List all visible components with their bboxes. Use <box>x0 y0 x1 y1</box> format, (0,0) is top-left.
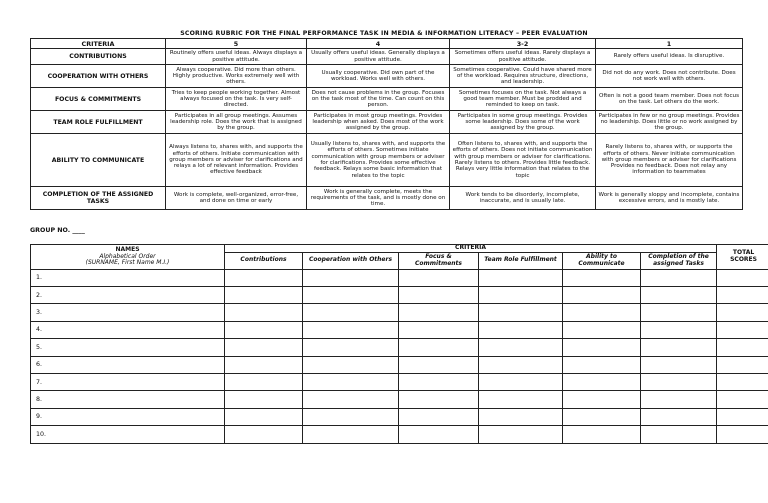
scoring-rubric-table <box>30 38 743 210</box>
peer-score-cell[interactable] <box>479 356 563 373</box>
rubric-criterion: TEAM ROLE FULFILLMENT <box>31 111 166 134</box>
peer-score-cell[interactable] <box>399 339 479 356</box>
group-number-label: GROUP NO. ____ <box>30 227 85 234</box>
rubric-cell: Participates in few or no group meetings. Provides no leadership. Does little or no work assigned by the group. <box>596 111 743 134</box>
peer-score-cell[interactable] <box>225 321 303 338</box>
rubric-row <box>31 111 743 134</box>
peer-score-cell[interactable] <box>303 286 399 303</box>
rubric-header-row <box>31 39 743 49</box>
peer-score-cell[interactable] <box>479 391 563 408</box>
peer-score-cell[interactable] <box>303 408 399 425</box>
peer-header-row-top <box>31 245 768 253</box>
peer-score-cell[interactable] <box>479 304 563 321</box>
peer-row-number[interactable]: 2. <box>31 286 225 303</box>
peer-score-cell[interactable] <box>303 339 399 356</box>
names-header-format: (SURNAME, First Name M.I.) <box>85 259 170 267</box>
peer-row <box>31 304 768 321</box>
rubric-cell: Work tends to be disorderly, incomplete, inaccurate, and is usually late. <box>450 187 596 210</box>
criteria-header: CRITERIA <box>225 245 717 253</box>
rubric-cell: Routinely offers useful ideas. Always displays a positive attitude. <box>166 49 307 65</box>
rubric-cell: Usually offers useful ideas. Generally displays a positive attitude. <box>307 49 450 65</box>
rubric-row <box>31 65 743 88</box>
peer-score-cell[interactable] <box>563 356 641 373</box>
peer-score-cell[interactable] <box>641 269 717 286</box>
rubric-cell: Always listens to, shares with, and supports the efforts of others. Initiate communication with group members or adviser for clarifications and relays a lot of relevant information. Provides effective feedback <box>166 134 307 187</box>
peer-score-cell[interactable] <box>225 356 303 373</box>
names-header-title: NAMES <box>115 245 140 253</box>
peer-score-cell[interactable] <box>563 321 641 338</box>
peer-score-cell[interactable] <box>225 373 303 390</box>
peer-score-cell[interactable] <box>303 426 399 443</box>
rubric-cell: Participates in some group meetings. Provides some leadership. Does some of the work assigned by the group. <box>450 111 596 134</box>
rubric-cell: Often listens to, shares with, and supports the efforts of others. Does not initiate communication with group members or adviser for clarifications. Rarely listens to others. Provides little feedback. Relays very little information that relates to the topic <box>450 134 596 187</box>
peer-score-cell[interactable] <box>641 408 717 425</box>
names-header <box>31 245 225 270</box>
rubric-cell: Work is generally sloppy and incomplete, contains excessive errors, and is mostly late. <box>596 187 743 210</box>
rubric-cell: Work is complete, well-organized, error-free, and done on time or early <box>166 187 307 210</box>
peer-total-cell[interactable] <box>717 426 768 443</box>
peer-row-number[interactable]: 3. <box>31 304 225 321</box>
peer-row-number[interactable]: 5. <box>31 339 225 356</box>
peer-row-number[interactable]: 4. <box>31 321 225 338</box>
rubric-criterion: COMPLETION OF THE ASSIGNED TASKS <box>31 187 166 210</box>
peer-score-cell[interactable] <box>303 373 399 390</box>
peer-row-number[interactable]: 8. <box>31 391 225 408</box>
peer-score-cell[interactable] <box>303 391 399 408</box>
peer-row <box>31 321 768 338</box>
peer-score-cell[interactable] <box>399 286 479 303</box>
criteria-col-contributions: Contributions <box>225 252 303 269</box>
rubric-cell: Work is generally complete, meets the requirements of the task, and is mostly done on time. <box>307 187 450 210</box>
peer-score-cell[interactable] <box>641 321 717 338</box>
rubric-header-score-4: 4 <box>307 39 450 49</box>
total-scores-header: TOTAL SCORES <box>717 245 768 270</box>
rubric-header-score-5: 5 <box>166 39 307 49</box>
peer-score-cell[interactable] <box>399 426 479 443</box>
peer-row-number[interactable]: 1. <box>31 269 225 286</box>
peer-score-cell[interactable] <box>399 304 479 321</box>
peer-total-cell[interactable] <box>717 373 768 390</box>
rubric-cell: Does not cause problems in the group. Focuses on the task most of the time. Can count on this person. <box>307 88 450 111</box>
rubric-cell: Sometimes focuses on the task. Not always a good team member. Must be prodded and reminded to keep on task. <box>450 88 596 111</box>
peer-row <box>31 269 768 286</box>
peer-score-cell[interactable] <box>225 426 303 443</box>
rubric-criterion: FOCUS & COMMITMENTS <box>31 88 166 111</box>
rubric-cell: Did not do any work. Does not contribute. Does not work well with others. <box>596 65 743 88</box>
peer-total-cell[interactable] <box>717 304 768 321</box>
peer-total-cell[interactable] <box>717 408 768 425</box>
peer-score-cell[interactable] <box>399 321 479 338</box>
rubric-cell: Participates in most group meetings. Provides leadership when asked. Does most of the work assigned by the group. <box>307 111 450 134</box>
rubric-cell: Usually listens to, shares with, and supports the efforts of others. Sometimes initiate communication with group members or adviser for clarifications. Provides some effective feedback. Relays some basic information that relates to the topic <box>307 134 450 187</box>
peer-score-cell[interactable] <box>399 373 479 390</box>
peer-score-cell[interactable] <box>563 339 641 356</box>
peer-row <box>31 373 768 390</box>
peer-score-cell[interactable] <box>303 356 399 373</box>
rubric-cell: Usually cooperative. Did own part of the workload. Works well with others. <box>307 65 450 88</box>
peer-row-number[interactable]: 6. <box>31 356 225 373</box>
rubric-cell: Rarely offers useful ideas. Is disruptive. <box>596 49 743 65</box>
document-title: SCORING RUBRIC FOR THE FINAL PERFORMANCE TASK IN MEDIA & INFORMATION LITERACY – PEER EVALUATION <box>180 30 588 37</box>
rubric-cell: Always cooperative. Did more than others. Highly productive. Works extremely well with others. <box>166 65 307 88</box>
peer-score-cell[interactable] <box>399 356 479 373</box>
peer-score-cell[interactable] <box>479 269 563 286</box>
peer-score-cell[interactable] <box>225 408 303 425</box>
criteria-col-communicate: Ability to Communicate <box>563 252 641 269</box>
criteria-col-team-role: Team Role Fulfillment <box>479 252 563 269</box>
criteria-col-focus: Focus & Commitments <box>399 252 479 269</box>
peer-score-cell[interactable] <box>225 269 303 286</box>
peer-score-cell[interactable] <box>225 339 303 356</box>
peer-row <box>31 391 768 408</box>
peer-row <box>31 408 768 425</box>
criteria-col-cooperation: Cooperation with Others <box>303 252 399 269</box>
peer-score-cell[interactable] <box>225 286 303 303</box>
peer-evaluation-table <box>30 244 768 444</box>
rubric-cell: Tries to keep people working together. Almost always focused on the task. Is very self-directed. <box>166 88 307 111</box>
peer-score-cell[interactable] <box>399 269 479 286</box>
peer-score-cell[interactable] <box>303 304 399 321</box>
peer-score-cell[interactable] <box>303 321 399 338</box>
peer-score-cell[interactable] <box>641 339 717 356</box>
peer-score-cell[interactable] <box>563 304 641 321</box>
peer-total-cell[interactable] <box>717 269 768 286</box>
rubric-criterion: COOPERATION WITH OTHERS <box>31 65 166 88</box>
peer-score-cell[interactable] <box>479 339 563 356</box>
rubric-row <box>31 49 743 65</box>
peer-score-cell[interactable] <box>479 426 563 443</box>
peer-score-cell[interactable] <box>563 286 641 303</box>
rubric-cell: Often is not a good team member. Does not focus on the task. Let others do the work. <box>596 88 743 111</box>
peer-total-cell[interactable] <box>717 286 768 303</box>
peer-score-cell[interactable] <box>563 391 641 408</box>
rubric-header-score-1: 1 <box>596 39 743 49</box>
rubric-header-criteria: CRITERIA <box>31 39 166 49</box>
rubric-cell: Rarely listens to, shares with, or supports the efforts of others. Never initiate communication with group members or adviser for clarifications Provides no feedback. Does not relay any information to teammates <box>596 134 743 187</box>
peer-total-cell[interactable] <box>717 356 768 373</box>
peer-score-cell[interactable] <box>303 269 399 286</box>
peer-row-number[interactable]: 9. <box>31 408 225 425</box>
rubric-criterion: CONTRIBUTIONS <box>31 49 166 65</box>
peer-score-cell[interactable] <box>641 304 717 321</box>
rubric-cell: Participates in all group meetings. Assumes leadership role. Does the work that is assigned by the group. <box>166 111 307 134</box>
peer-row <box>31 339 768 356</box>
peer-score-cell[interactable] <box>225 391 303 408</box>
peer-total-cell[interactable] <box>717 339 768 356</box>
peer-row <box>31 356 768 373</box>
peer-score-cell[interactable] <box>563 373 641 390</box>
peer-score-cell[interactable] <box>641 286 717 303</box>
peer-score-cell[interactable] <box>563 269 641 286</box>
rubric-criterion: ABILITY TO COMMUNICATE <box>31 134 166 187</box>
peer-total-cell[interactable] <box>717 391 768 408</box>
rubric-row <box>31 134 743 187</box>
rubric-cell: Sometimes cooperative. Could have shared more of the workload. Requires structure, directions, and leadership. <box>450 65 596 88</box>
names-header-order: Alphabetical Order <box>99 252 156 260</box>
peer-score-cell[interactable] <box>641 426 717 443</box>
peer-score-cell[interactable] <box>479 408 563 425</box>
criteria-col-completion: Completion of the assigned Tasks <box>641 252 717 269</box>
peer-row <box>31 426 768 443</box>
peer-row-number[interactable]: 10. <box>31 426 225 443</box>
rubric-row <box>31 88 743 111</box>
peer-score-cell[interactable] <box>479 286 563 303</box>
peer-score-cell[interactable] <box>641 391 717 408</box>
peer-score-cell[interactable] <box>563 408 641 425</box>
rubric-row <box>31 187 743 210</box>
peer-total-cell[interactable] <box>717 321 768 338</box>
peer-score-cell[interactable] <box>399 408 479 425</box>
peer-row <box>31 286 768 303</box>
peer-score-cell[interactable] <box>641 356 717 373</box>
peer-score-cell[interactable] <box>479 321 563 338</box>
peer-score-cell[interactable] <box>399 391 479 408</box>
peer-score-cell[interactable] <box>641 373 717 390</box>
peer-score-cell[interactable] <box>225 304 303 321</box>
rubric-cell: Sometimes offers useful ideas. Rarely displays a positive attitude. <box>450 49 596 65</box>
rubric-header-score-3-2: 3-2 <box>450 39 596 49</box>
peer-score-cell[interactable] <box>563 426 641 443</box>
peer-row-number[interactable]: 7. <box>31 373 225 390</box>
peer-score-cell[interactable] <box>479 373 563 390</box>
